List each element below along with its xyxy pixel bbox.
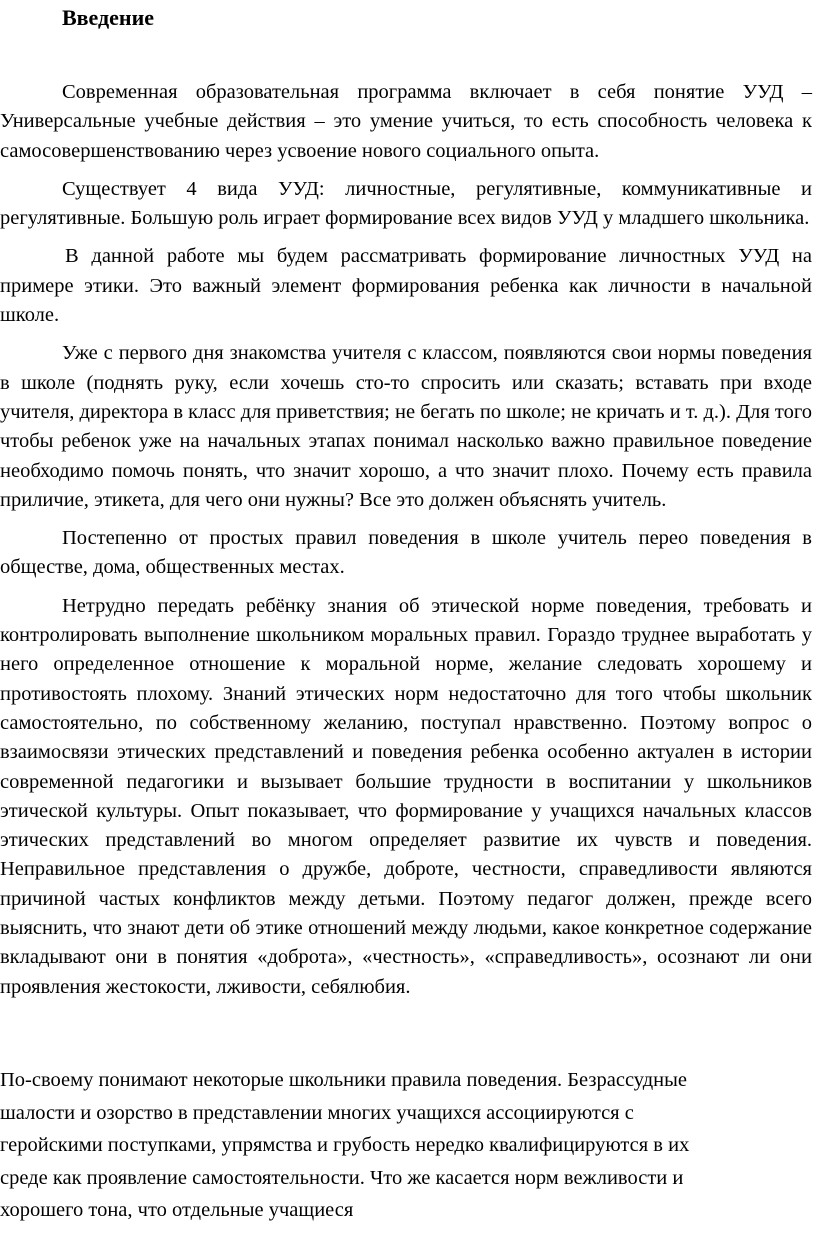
text-line: геройскими поступками, упрямства и грубость нередко квалифицируются в их	[0, 1134, 690, 1156]
text-line: среде как проявление самостоятельности. Что же касается норм вежливости и	[0, 1166, 684, 1189]
text-line: По-своему понимают некоторые школьники правила поведения. Безрассудные	[0, 1069, 688, 1091]
paragraph-gradual-rules: Постепенно от простых правил поведения в школе учитель перео поведения в обществе, дома, общественных местах.	[0, 527, 812, 579]
text-line: шалости и озорство в представлении многих учащихся ассоциируются с	[0, 1101, 634, 1124]
paragraph-work-focus: В данной работе мы будем рассматривать формирование личностных УУД на примере этики. Это важный элемент формирования ребенка как личности в начальной школе.	[0, 245, 812, 327]
document-body	[0, 78, 812, 1002]
paragraph-intro: Современная образовательная программа включает в себя понятие УУД – Универсальные учебные действия – это умение учиться, то есть способность человека к самосовершенствованию через усвоение нового социального опыта.	[0, 81, 812, 162]
paragraph-uud-types: Существует 4 вида УУД: личностные, регулятивные, коммуникативные и регулятивные. Большую роль играет формирование всех видов УУД у младшего школьника.	[0, 177, 812, 230]
paragraph-school-norms: Уже с первого дня знакомства учителя с классом, появляются свои нормы поведения в школе (поднять руку, если хочешь сто-то спросить или сказать; вставать при входе учителя, директора в класс для приветствия; не бегать по школе; не кричать и т. д.). Для того чтобы ребенок уже на начальных этапах понимал насколько важно правильное поведение необходимо помочь понять, что значит хорошо, а что значит плохо. Почему есть правила приличие, этикета, для чего они нужны? Все это должен объяснять учитель.	[0, 342, 812, 511]
paragraph-ethical-norms: Нетрудно передать ребёнку знания об этической норме поведения, требовать и контролировать выполнение школьником моральных правил. Гораздо труднее выработать у него определенное отношение к моральной норме, желание следовать хорошему и противостоять плохому. Знаний этических норм недостаточно для того чтобы школьник самостоятельно, по собственному желанию, поступал нравственно. Поэтому вопрос о взаимосвязи этических представлений и поведения ребенка особенно актуален в истории современной педагогики и вызывает большие трудности в воспитании у школьников этической культуры. Опыт показывает, что формирование у учащихся начальных классов этических представлений во многом определяет развитие их чувств и поведения. Неправильное представления о дружбе, доброте, честности, справедливости являются причиной частых конфликтов между детьми. Поэтому педагог должен, прежде всего выяснить, что знают дети об этике отношений между людьми, какое конкретное содержание вкладывают они в понятия «доброта», «честность», «справедливость», осознают ли они проявления жестокости, лживости, себялюбия.	[0, 594, 812, 998]
unformatted-paragraph	[0, 1064, 812, 1227]
page-title: Введение	[62, 5, 155, 30]
text-line: хорошего тона, что отдельные учащиеся	[0, 1199, 354, 1221]
